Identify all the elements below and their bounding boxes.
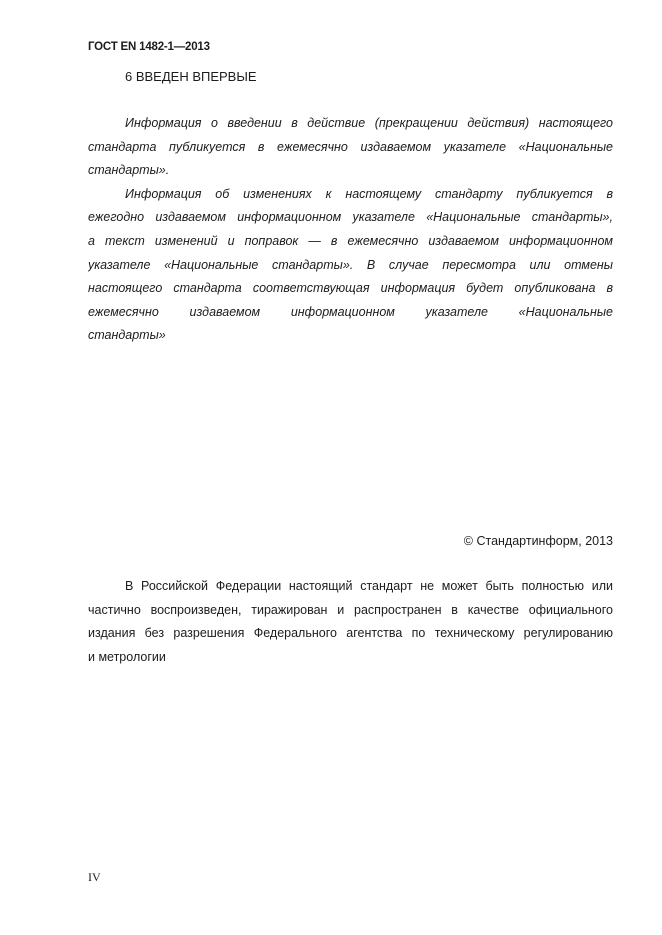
page-number: IV <box>88 870 101 884</box>
paragraph-line: стандарты» <box>88 328 166 343</box>
paragraph-line: ежегодно издаваемом информационном указателе «Национальные стандарты», <box>88 210 613 225</box>
paragraph-line: частично воспроизведен, тиражирован и распространен в качестве официального <box>88 602 613 617</box>
publication-notice <box>88 112 613 348</box>
standard-designation: ГОСТ EN 1482-1—2013 <box>88 41 210 53</box>
paragraph-line: указателе «Национальные стандарты». В случае пересмотра или отмены <box>88 257 613 272</box>
paragraph-line: стандарта публикуется в ежемесячно издаваемом указателе «Национальные <box>88 139 613 154</box>
paragraph-line: и метрологии <box>88 649 166 664</box>
paragraph-line: стандарты». <box>88 163 170 178</box>
section-title: 6 ВВЕДЕН ВПЕРВЫЕ <box>125 69 257 84</box>
reproduction-restriction <box>88 575 613 669</box>
copyright-notice: © Стандартинформ, 2013 <box>463 534 613 548</box>
paragraph-line: Информация об изменениях к настоящему стандарту публикуется в <box>125 186 613 201</box>
paragraph-line: Информация о введении в действие (прекращении действия) настоящего <box>125 116 613 130</box>
paragraph-line: В Российской Федерации настоящий стандарт не может быть полностью или <box>125 579 613 593</box>
paragraph-line: а текст изменений и поправок — в ежемесячно издаваемом информационном <box>88 233 613 248</box>
paragraph-line: ежемесячно издаваемом информационном указателе «Национальные <box>88 304 613 319</box>
paragraph-line: настоящего стандарта соответствующая информация будет опубликована в <box>88 281 613 296</box>
paragraph-line: издания без разрешения Федерального агентства по техническому регулированию <box>88 626 613 641</box>
